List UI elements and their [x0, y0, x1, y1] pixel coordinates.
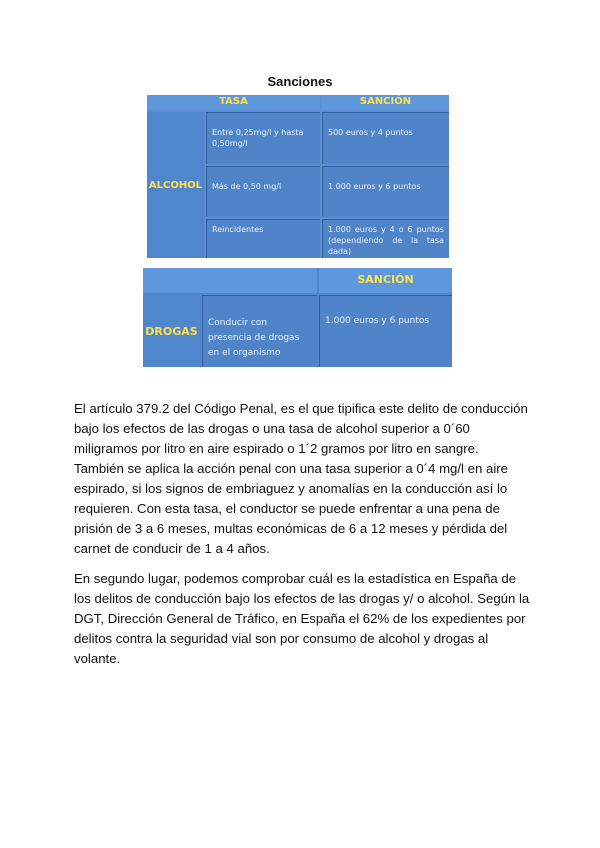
sancion-row-1: 500 euros y 4 puntos: [322, 112, 449, 164]
sancion-row-2: 1.000 euros y 6 puntos: [322, 166, 449, 217]
alcohol-table: [147, 95, 449, 258]
paragraph-1: El artículo 379.2 del Código Penal, es el que tipifica este delito de conducción bajo los efectos de las drogas o una tasa de alcohol superior a 0´60 miligramos por litro en aire espirado o 1´2 gramos por litro en sangre. También se aplica la acción penal con una tasa superior a 0´4 mg/l en aire espirado, si los signos de embriaguez y anomalías en la conducción así lo requieren. Con esta tasa, el conductor se puede enfrentar a una pena de prisión de 3 a 6 meses, multas económicas de 6 a 12 meses y pérdida del carnet de conducir de 1 a 4 años.: [74, 401, 528, 556]
drugs-sancion: 1.000 euros y 6 puntos: [319, 295, 452, 367]
paragraph-2: En segundo lugar, podemos comprobar cuál es la estadística en España de los delitos de conducción bajo los efectos de las drogas y/ o alcohol. Según la DGT, Dirección General de Tráfico, en España el 62% de los expedientes por delitos contra la seguridad vial son por consumo de alcohol y drogas al volante.: [74, 571, 530, 666]
tasa-row-3: Reincidentes: [206, 219, 320, 258]
sancion-row-3: 1.000 euros y 4 o 6 puntos (dependiendo de la tasa dada): [322, 219, 449, 258]
header-sancion: SANCIÓN: [322, 95, 449, 110]
drugs-table: [143, 268, 452, 367]
header-tasa: TASA: [147, 95, 320, 110]
category-alcohol: ALCOHOL: [147, 112, 204, 258]
page-title: Sanciones: [267, 74, 333, 89]
drugs-tasa: Conducir con presencia de drogas en el organismo: [202, 295, 317, 367]
tasa-row-1: Entre 0,25mg/l y hasta 0,50mg/l: [206, 112, 320, 164]
tasa-row-2: Más de 0,50 mg/l: [206, 166, 320, 217]
category-drogas: DROGAS: [143, 295, 200, 367]
drugs-header-sancion: SANCIÓN: [319, 268, 452, 293]
drugs-header-empty: [143, 268, 317, 293]
